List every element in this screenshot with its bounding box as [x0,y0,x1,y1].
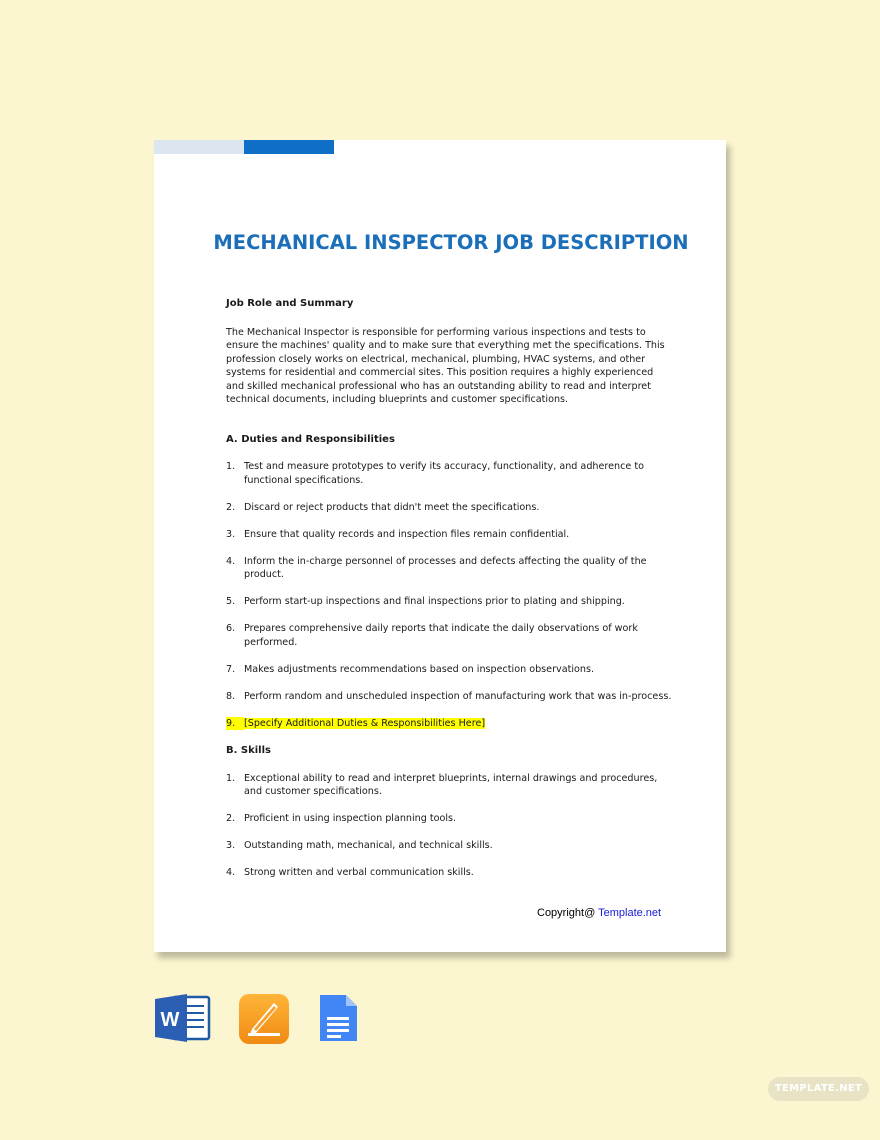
list-item: 1. Test and measure prototypes to verify its accuracy, functionality, and adherence to functional specifications. [226,461,644,486]
duties-list [226,460,672,730]
word-icon[interactable] [155,993,211,1048]
pages-icon[interactable] [238,993,290,1050]
placeholder-list-item[interactable]: 9. [Specify Additional Duties & Responsibilities Here] [226,717,486,729]
summary-heading: Job Role and Summary [226,298,354,309]
svg-text:W: W [160,1009,180,1031]
list-item: 2. Proficient in using inspection planning tools. [226,813,457,824]
document-title: MECHANICAL INSPECTOR JOB DESCRIPTION [213,231,689,254]
list-item: 3. Outstanding math, mechanical, and technical skills. [226,840,493,851]
list-item: 6. Prepares comprehensive daily reports that indicate the daily observations of work performed. [226,623,638,648]
template-net-badge[interactable]: TEMPLATE.NET [768,1077,869,1101]
list-item: 7. Makes adjustments recommendations based on inspection observations. [226,663,595,675]
summary-text: The Mechanical Inspector is responsible for performing various inspections and tests to ensure the machines' quality and to make sure that everything met the specifications. This profession closely works on electrical, mechanical, plumbing, HVAC systems, and other systems for residential and commercial sites. This position requires a highly experienced and skilled mechanical professional who has an outstanding ability to read and interpret technical documents, including blueprints and customer specifications. [226,326,665,405]
google-docs-icon[interactable] [318,993,358,1048]
list-item: 2. Discard or reject products that didn't meet the specifications. [226,501,540,513]
placeholder-text[interactable]: [Specify Additional Duties & Responsibilities Here] [244,717,486,729]
document-body [226,297,672,893]
duties-heading: A. Duties and Responsibilities [226,433,395,445]
list-item: 5. Perform start-up inspections and final inspections prior to plating and shipping. [226,596,625,607]
header-bar-light [154,140,244,154]
template-link[interactable]: Template.net [598,907,662,919]
header-bar-dark [244,140,334,154]
copyright-notice: Copyright@ Template.net [537,907,662,919]
list-item: 8. Perform random and unscheduled inspection of manufacturing work that was in-process. [226,690,672,702]
list-item: 4. Inform the in-charge personnel of processes and defects affecting the quality of the product. [226,555,647,580]
list-item: 4. Strong written and verbal communication skills. [226,867,474,878]
list-item: 1. Exceptional ability to read and interpret blueprints, internal drawings and procedures, and customer specifications. [226,772,658,797]
document-page [154,140,726,952]
list-item: 3. Ensure that quality records and inspection files remain confidential. [226,528,570,540]
skills-list [226,772,672,880]
skills-heading: B. Skills [226,745,271,756]
